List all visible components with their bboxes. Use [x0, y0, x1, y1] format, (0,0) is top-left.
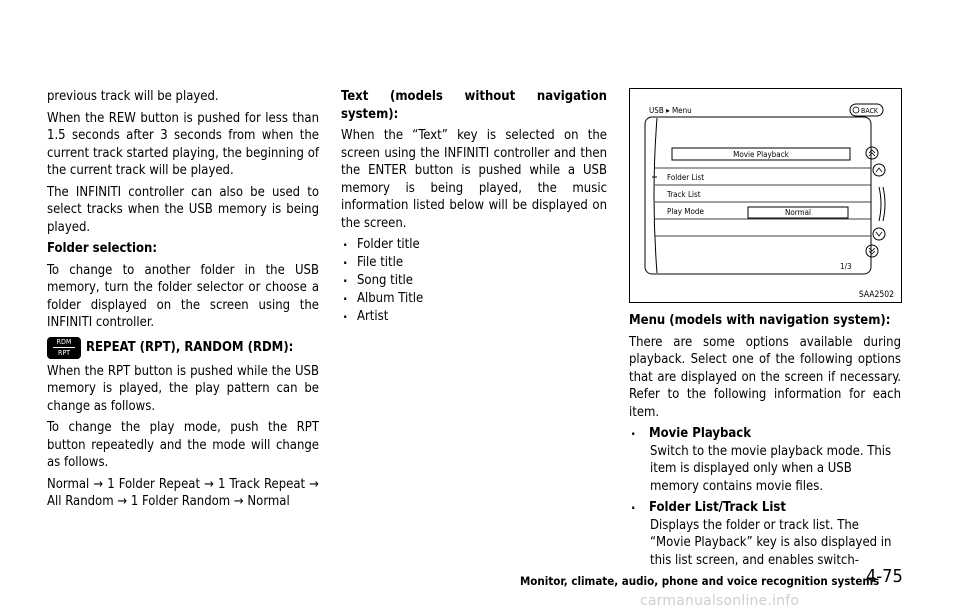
figure-code: SAA2502 — [858, 290, 894, 300]
rdm-rpt-button-icon: RDM RPT — [47, 337, 81, 359]
list-item: . Album Title — [341, 290, 607, 308]
paragraph: There are some options available during playback. Select one of the following options that are displayed on the screen if necessary. Refer to the following information for each item. — [629, 334, 901, 420]
list-item: . Folder title — [341, 236, 607, 254]
paragraph: When the REW button is pushed for less than 1.5 seconds after 3 seconds from when the current track started playing, the beginning of the current track will be played. — [47, 110, 319, 178]
paragraph: The INFINITI controller can also be used to select tracks when the USB memory is being played. — [47, 184, 319, 235]
list-item: . File title — [341, 254, 607, 272]
folder-track-list-desc: Displays the folder or track list. The “Movie Playback” key is also displayed in this list screen, and enables switch- — [650, 517, 892, 568]
back-label: BACK — [861, 107, 879, 115]
track-list-label: Track List — [667, 190, 701, 199]
text-heading: Text (models without navigation system): — [341, 89, 607, 122]
list-item: . Artist — [341, 308, 607, 326]
usb-menu-screen-illustration — [629, 88, 902, 303]
middle-column — [341, 88, 607, 326]
breadcrumb: USB ▸ Menu — [649, 106, 692, 115]
folder-selection-heading: Folder selection: — [47, 241, 158, 256]
page-number: 4-75 — [866, 566, 903, 587]
paragraph: To change the play mode, push the RPT button repeatedly and the mode will change as follows. — [47, 420, 319, 470]
right-column — [629, 312, 901, 573]
watermark: carmanualsonline.info — [640, 593, 800, 609]
repeat-random-heading-text: REPEAT (RPT), RANDOM (RDM): — [86, 339, 294, 355]
paragraph: previous track will be played. — [47, 89, 219, 104]
movie-playback-desc: Switch to the movie playback mode. This item is displayed only when a USB memory contains movie files. — [650, 443, 892, 494]
page-indicator: 1/3 — [840, 262, 852, 271]
info-list — [341, 236, 607, 326]
back-icon — [853, 107, 859, 113]
scroll-down-icon — [873, 228, 885, 240]
section-footer: Monitor, climate, audio, phone and voice recognition systems — [520, 574, 880, 588]
menu-heading: Menu (models with navigation system): — [629, 313, 891, 328]
folder-list-label: Folder List — [667, 173, 705, 182]
normal-value: Normal — [784, 208, 812, 217]
play-mode-sequence: Normal → 1 Folder Repeat → 1 Track Repeat → All Random → 1 Folder Random → Normal — [47, 476, 319, 509]
movie-playback-item: . Movie Playback — [629, 425, 901, 443]
paragraph: When the RPT button is pushed while the USB memory is played, the play pattern can be change as follows. — [47, 363, 319, 414]
scroll-up-icon — [873, 164, 885, 176]
list-item: . Song title — [341, 272, 607, 290]
panel-curve — [654, 118, 657, 273]
left-column — [47, 88, 319, 515]
play-mode-label: Play Mode — [667, 207, 704, 216]
scroll-track — [883, 187, 885, 221]
paragraph: When the “Text” key is selected on the screen using the INFINITI controller and then the ENTER button is pushed while a USB memory is being played, the music information listed below will be displayed on the screen. — [341, 128, 607, 231]
folder-track-list-item: . Folder List/Track List — [629, 499, 901, 517]
repeat-random-heading — [47, 337, 319, 359]
movie-playback-label: Movie Playback — [733, 150, 789, 159]
paragraph: To change to another folder in the USB memory, turn the folder selector or choose a folder displayed on the screen using the INFINITI controller. — [47, 262, 319, 330]
